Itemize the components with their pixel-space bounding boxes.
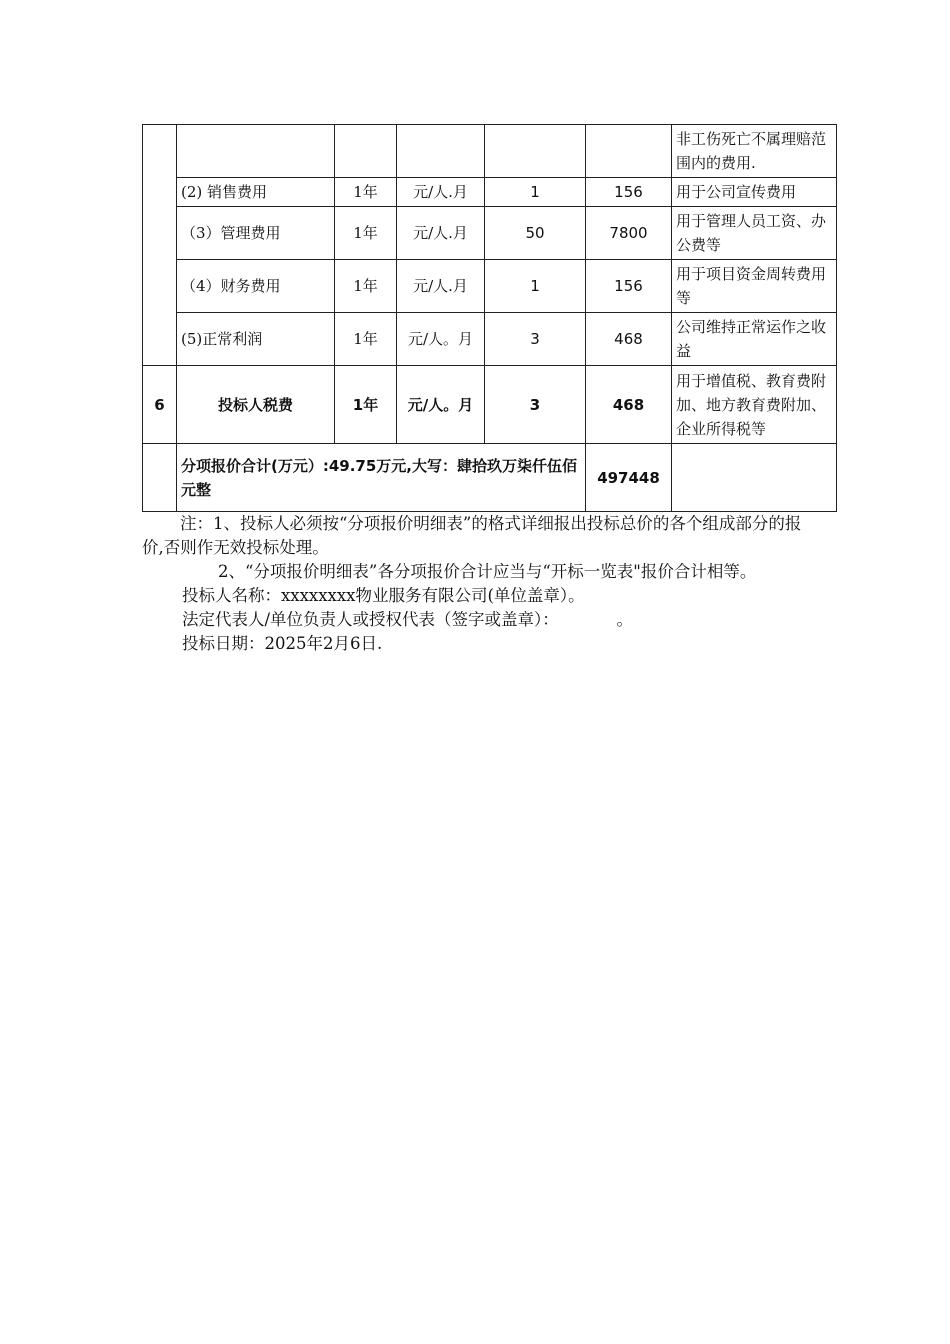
table-row: [143, 366, 837, 444]
item-cell: （4）财务费用: [177, 260, 335, 313]
note-2: 2、“分项报价明细表”各分项报价合计应当与“开标一览表"报价合计相等。: [218, 562, 757, 581]
qty-cell: 3: [485, 313, 586, 366]
bidder-name: 投标人名称：xxxxxxxx物业服务有限公司(单位盖章）。: [182, 586, 585, 605]
seq-cell: [143, 444, 177, 512]
seq-cell: 6: [143, 366, 177, 444]
notes-section: [142, 512, 812, 656]
item-cell: (2) 销售费用: [177, 178, 335, 207]
seq-cell: [143, 125, 177, 366]
amount-cell: 156: [586, 260, 672, 313]
period-cell: 1年: [335, 313, 397, 366]
qty-cell: 3: [485, 366, 586, 444]
table-row: [143, 125, 837, 178]
qty-cell: 50: [485, 207, 586, 260]
amount-cell: 156: [586, 178, 672, 207]
total-row: [143, 444, 837, 512]
qty-cell: [485, 125, 586, 178]
note-1: 注：1、投标人必须按“分项报价明细表”的格式详细报出投标总价的各个组成部分的报价,否则作无效投标处理。: [142, 514, 802, 557]
unit-cell: [397, 125, 485, 178]
total-note-cell: [672, 444, 837, 512]
unit-cell: 元/人。月: [397, 313, 485, 366]
total-amount-cell: 497448: [586, 444, 672, 512]
period-cell: 1年: [335, 178, 397, 207]
note-cell: 用于管理人员工资、办公费等: [672, 207, 837, 260]
amount-cell: 468: [586, 313, 672, 366]
unit-cell: 元/人.月: [397, 260, 485, 313]
period-cell: 1年: [335, 207, 397, 260]
unit-cell: 元/人.月: [397, 178, 485, 207]
note-cell: 用于公司宣传费用: [672, 178, 837, 207]
total-label-cell: 分项报价合计(万元）:49.75万元,大写：肆拾玖万柒仟伍佰元整: [177, 444, 586, 512]
item-cell: 投标人税费: [177, 366, 335, 444]
amount-cell: 468: [586, 366, 672, 444]
note-cell: 公司维持正常运作之收益: [672, 313, 837, 366]
unit-cell: 元/人.月: [397, 207, 485, 260]
table-row: [143, 207, 837, 260]
unit-cell: 元/人。月: [397, 366, 485, 444]
qty-cell: 1: [485, 178, 586, 207]
period-cell: [335, 125, 397, 178]
item-cell: (5)正常利润: [177, 313, 335, 366]
note-cell: 非工伤死亡不属理赔范围内的费用.: [672, 125, 837, 178]
item-cell: [177, 125, 335, 178]
item-cell: （3）管理费用: [177, 207, 335, 260]
qty-cell: 1: [485, 260, 586, 313]
representative-signature: 法定代表人/单位负责人或授权代表（签字或盖章）： 。: [182, 610, 634, 629]
table-row: [143, 313, 837, 366]
period-cell: 1年: [335, 366, 397, 444]
table-row: [143, 178, 837, 207]
table-row: [143, 260, 837, 313]
note-cell: 用于项目资金周转费用等: [672, 260, 837, 313]
amount-cell: [586, 125, 672, 178]
amount-cell: 7800: [586, 207, 672, 260]
bid-date: 投标日期：2025年2月6日.: [182, 634, 383, 653]
itemized-quote-table: [142, 124, 837, 512]
period-cell: 1年: [335, 260, 397, 313]
note-cell: 用于增值税、教育费附加、地方教育费附加、企业所得税等: [672, 366, 837, 444]
